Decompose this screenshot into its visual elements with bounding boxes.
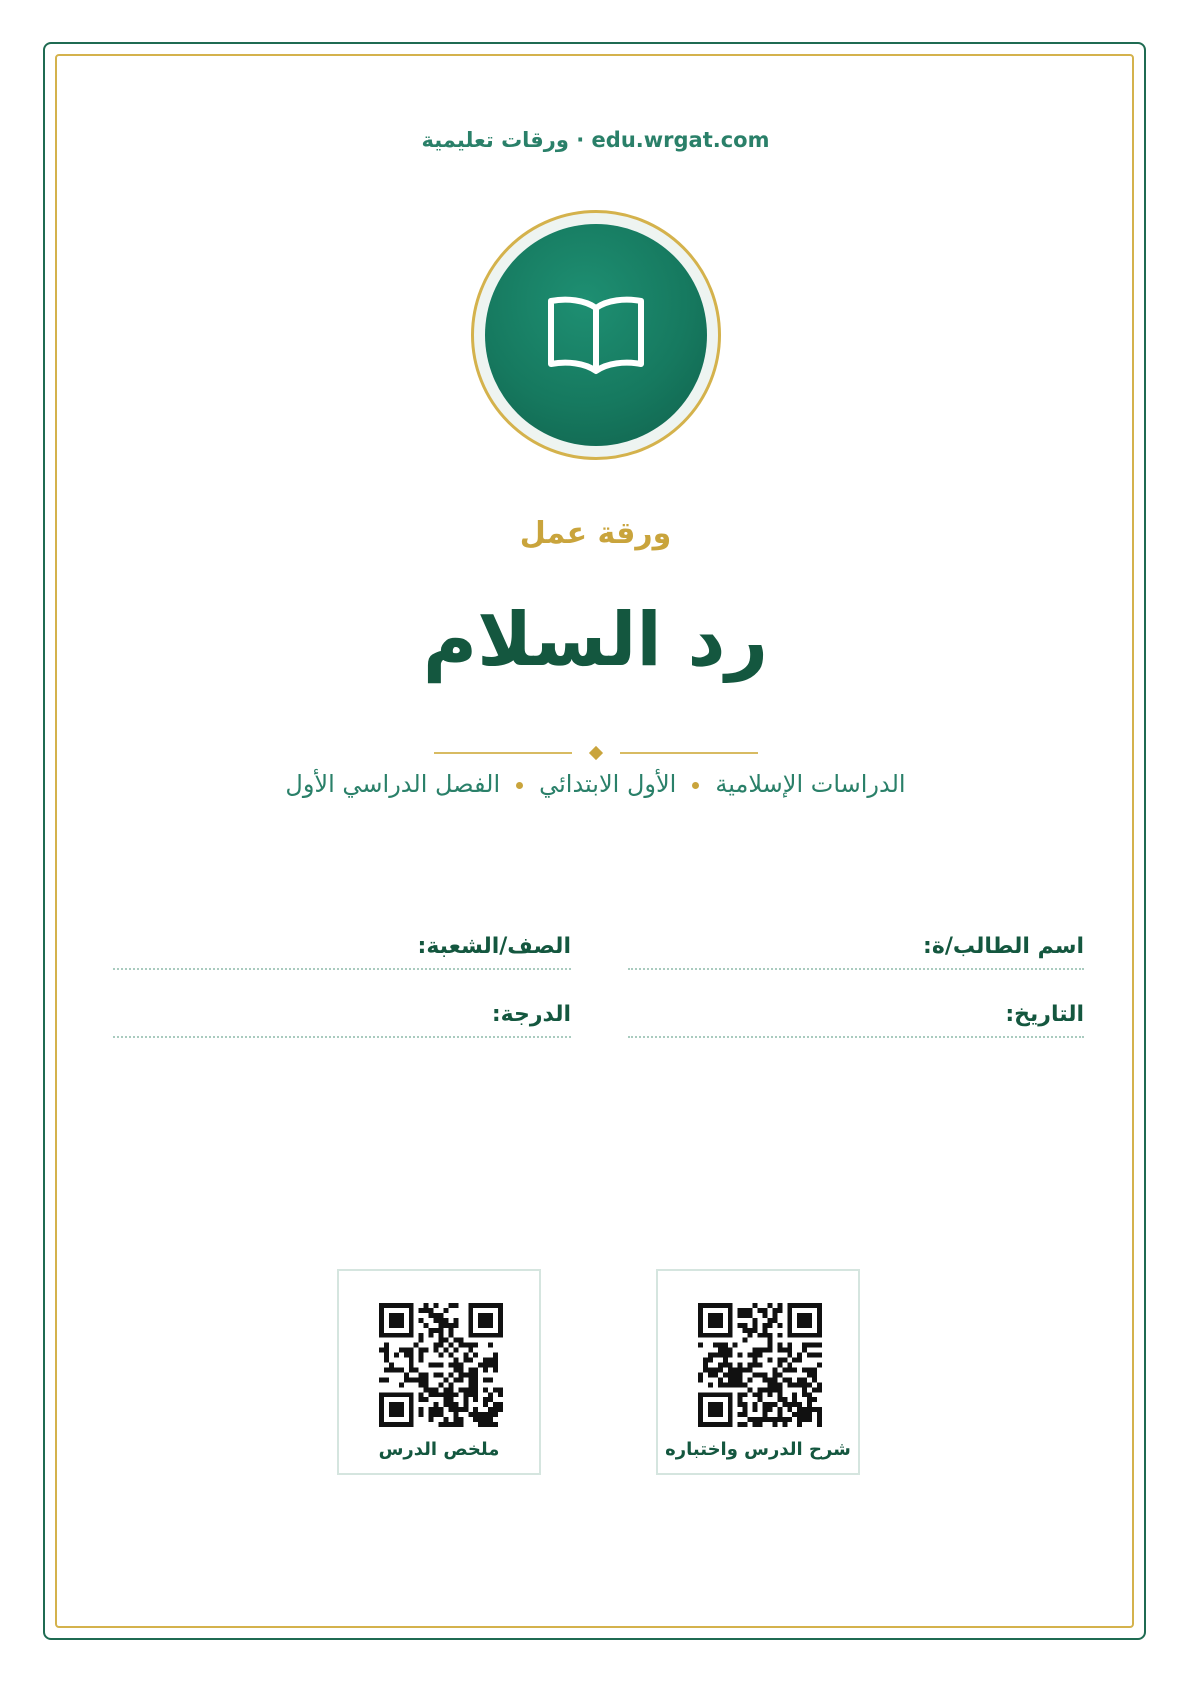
emblem-disc (485, 224, 707, 446)
date-label: التاريخ: (1005, 1002, 1084, 1027)
score-label: الدرجة: (491, 1002, 571, 1027)
student-name-label: اسم الطالب/ة: (923, 934, 1084, 959)
course-meta (0, 770, 1191, 798)
qr-card-explanation[interactable] (656, 1269, 860, 1475)
qr-label-explanation: شرح الدرس واختباره (665, 1439, 851, 1460)
meta-grade: الأول الابتدائي (539, 770, 677, 798)
meta-subject: الدراسات الإسلامية (715, 770, 906, 798)
qr-code-icon (698, 1303, 822, 1427)
meta-term: الفصل الدراسي الأول (285, 770, 501, 798)
qr-card-summary[interactable] (337, 1269, 541, 1475)
open-book-icon (545, 292, 647, 378)
class-section-field[interactable] (113, 930, 571, 970)
qr-code-icon (379, 1303, 503, 1427)
page-title: رد السلام (422, 597, 769, 683)
site-header: ورقات تعليمية · edu.wrgat.com (421, 128, 770, 152)
date-field[interactable] (628, 998, 1084, 1038)
worksheet-label: ورقة عمل (519, 516, 672, 551)
qr-label-summary: ملخص الدرس (378, 1439, 500, 1460)
meta-separator-dot (516, 782, 523, 789)
class-section-label: الصف/الشعبة: (417, 934, 571, 959)
score-field[interactable] (113, 998, 571, 1038)
divider-diamond-icon (589, 746, 603, 760)
student-name-field[interactable] (628, 930, 1084, 970)
meta-separator-dot (692, 782, 699, 789)
title-divider (434, 747, 758, 759)
